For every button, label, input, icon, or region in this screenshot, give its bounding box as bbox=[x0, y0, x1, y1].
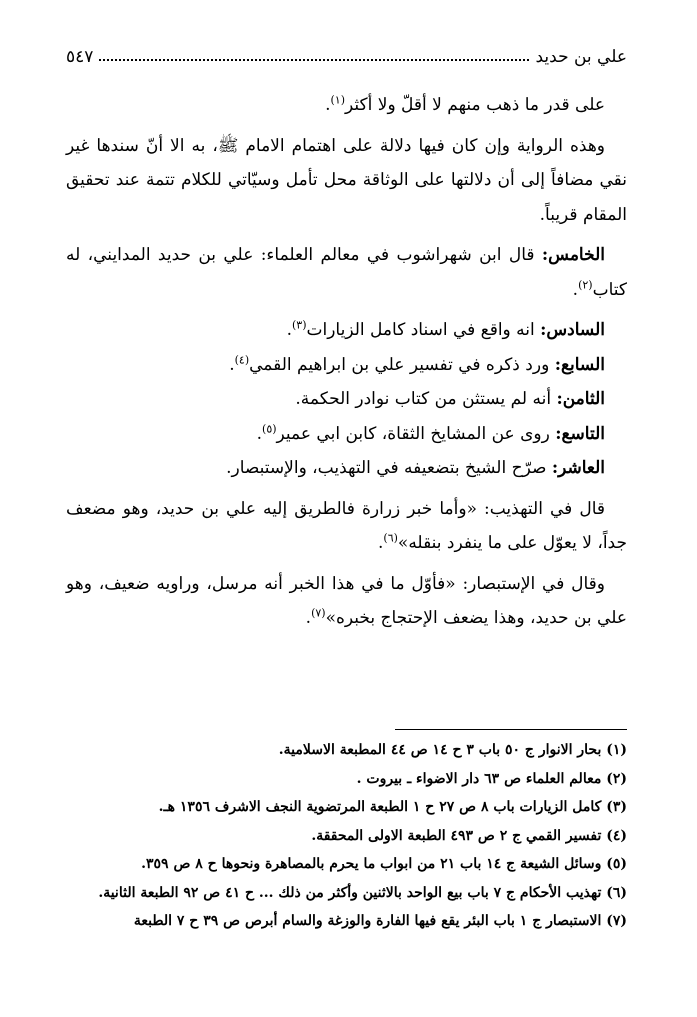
header-title: علي بن حديد bbox=[535, 47, 627, 67]
paragraph-9: قال في التهذيب: «وأما خبر زرارة فالطريق إليه علي بن حديد، وهو مضعف جداً، لا يعوّل على ما ينفرد بنقله»$^{(٦)}$. bbox=[66, 498, 627, 553]
header-dot-leader bbox=[99, 59, 529, 61]
paragraph-8: العاشر: صرّح الشيخ بتضعيفه في التهذيب، والإستبصار. bbox=[226, 458, 605, 478]
label-tenth: العاشر: bbox=[551, 458, 605, 478]
paragraph-5: السابع: ورد ذكره في تفسير علي بن ابراهيم القمي$^{(٤)}$. bbox=[229, 352, 605, 375]
label-ninth: التاسع: bbox=[555, 423, 605, 444]
paragraph-1: على قدر ما ذهب منهم لا أقلّ ولا أكثر$^{(١)}$. bbox=[325, 93, 605, 115]
footnote-ref-6[interactable]: (٦) bbox=[383, 531, 398, 545]
paragraph-10: وقال في الإستبصار: «فأوّل ما في هذا الخبر أنه مرسل، وراويه ضعيف، وهو علي بن حديد، وهذا يضعف الإحتجاج بخبره»$^{(٧)}$. bbox=[66, 573, 627, 628]
footnote-ref-7[interactable]: (٧) bbox=[311, 606, 326, 620]
label-seventh: السابع: bbox=[554, 354, 605, 375]
page-number: ٥٤٧ bbox=[66, 47, 94, 67]
footnote-7: (٧) الاستبصار ج ١ باب البئر يقع فيها الفارة والوزغة والسام أبرص ص ٣٩ ح ٧ الطبعة bbox=[133, 913, 627, 929]
paragraph-6: الثامن: أنه لم يستثن من كتاب نوادر الحكمة. bbox=[295, 389, 605, 409]
label-fifth: الخامس: bbox=[541, 245, 605, 265]
main-text bbox=[66, 88, 627, 636]
paragraph-7: التاسع: روى عن المشايخ الثقاة، كابن ابي عمير$^{(٥)}$. bbox=[256, 421, 605, 444]
running-header bbox=[66, 42, 627, 72]
footnote-5: (٥) وسائل الشيعة ج ١٤ باب ٢١ من ابواب ما يحرم بالمصاهرة ونحوها ح ٨ ص ٣٥٩. bbox=[141, 856, 627, 872]
footnote-1: (١) بحار الانوار ج ٥٠ باب ٣ ح ١٤ ص ٤٤ المطبعة الاسلامية. bbox=[278, 742, 627, 758]
footnote-ref-2[interactable]: (٢) bbox=[578, 277, 593, 291]
footnote-ref-3[interactable]: (٣) bbox=[291, 318, 307, 332]
footnote-divider bbox=[395, 729, 627, 730]
label-sixth: السادس: bbox=[540, 320, 605, 340]
footnote-ref-1[interactable]: (١) bbox=[330, 93, 346, 107]
paragraph-4: السادس: انه واقع في اسناد كامل الزيارات$^{(٣)}$. bbox=[286, 318, 605, 340]
footnote-ref-4[interactable]: (٤) bbox=[234, 352, 250, 366]
paragraph-3: الخامس: قال ابن شهراشوب في معالم العلماء: علي بن حديد المدايني، له كتاب$^{(٢)}$. bbox=[66, 245, 627, 300]
footnote-2: (٢) معالم العلماء ص ٦٣ دار الاضواء ـ بيروت . bbox=[356, 770, 627, 787]
label-eighth: الثامن: bbox=[556, 389, 605, 409]
footnote-ref-5[interactable]: (٥) bbox=[262, 421, 277, 435]
footnote-3: (٣) كامل الزيارات باب ٨ ص ٢٧ ح ١ الطبعة المرتضوية النجف الاشرف ١٣٥٦ هـ. bbox=[158, 799, 627, 815]
footnote-4: (٤) تفسير القمي ج ٢ ص ٤٩٣ الطبعة الاولى المحققة. bbox=[311, 827, 627, 844]
footnote-6: (٦) تهذيب الأحكام ج ٧ باب بيع الواحد بالاثنين وأكثر من ذلك ... ح ٤١ ص ٩٢ الطبعة الثانية. bbox=[98, 884, 627, 901]
paragraph-2: وهذه الرواية وإن كان فيها دلالة على اهتمام الامام ﷺ، به الا أنّ سندها غير نقي مضافاً إلى أن دلالتها على الوثاقة محل تأمل وسيّاتي للكلام تتمة عند تحقيق المقام قريباً. bbox=[66, 135, 627, 225]
footnotes bbox=[66, 736, 627, 936]
